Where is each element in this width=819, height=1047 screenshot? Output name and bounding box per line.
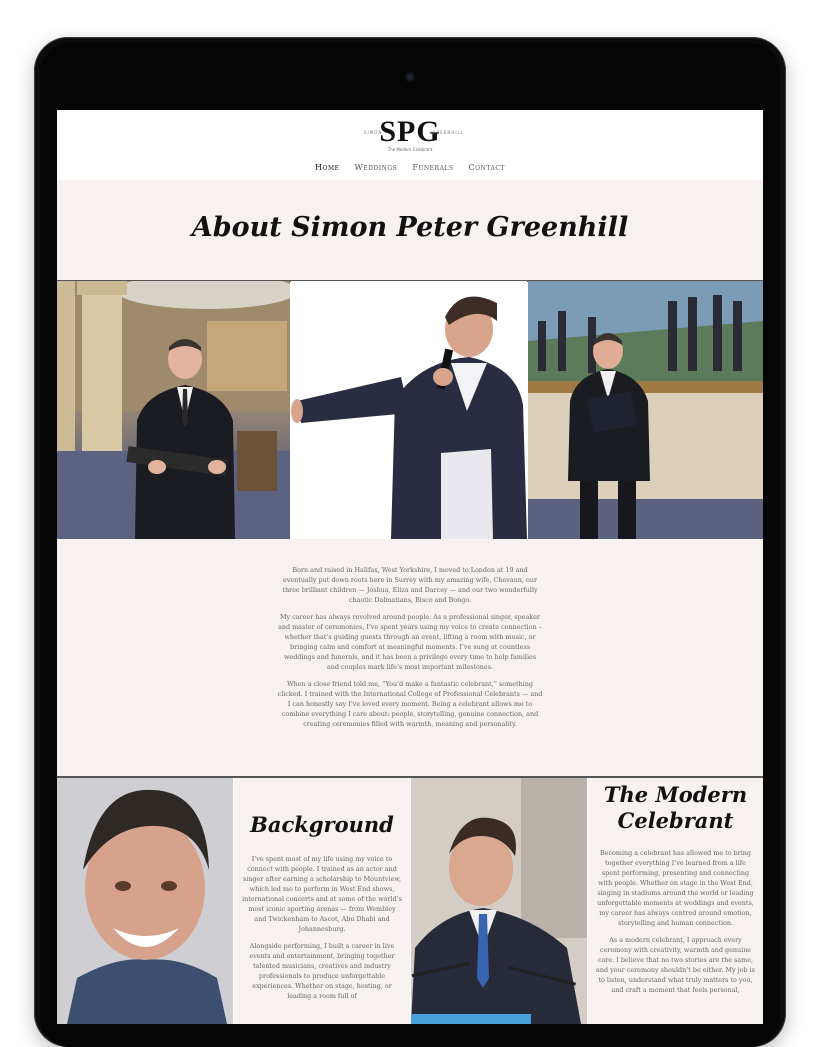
background-paragraph: I’ve spent most of my life using my voice to connect with people. I trained as an actor and singer after earning a scholarship to Mountview, which led me to perform in West End shows, international concerts and at some of the world’s most iconic sporting arenas — from Wembley and Twickenham to Ascot, Abu Dhabi and Johannesburg. — [242, 855, 402, 933]
photo-speaking-portrait — [411, 778, 587, 1024]
photo-podium-illustration — [411, 778, 587, 1024]
about-section — [57, 539, 763, 778]
photo-speaker-illustration — [291, 281, 527, 539]
website-screen — [57, 110, 763, 1024]
site-logo[interactable] — [362, 115, 464, 158]
logo-right-word: GREENHILL — [432, 130, 464, 135]
about-text — [277, 565, 543, 736]
logo-mark: SPG — [379, 115, 441, 148]
modern-paragraph: Becoming a celebrant has allowed me to bring together everything I’ve learned from a life spent performing, presenting and connecting with people. Whether on stage in the West End, singing in stadiums around the world or leading unforgettable moments at weddings and events, my career has always centred around emotion, storytelling and human connection. — [597, 849, 754, 927]
title-band — [57, 180, 763, 282]
photo-smiling-portrait — [57, 778, 233, 1024]
site-header — [57, 110, 763, 180]
photo-smiling-illustration — [57, 778, 233, 1024]
background-paragraph: Alongside performing, I built a career in live events and entertainment, bringing together talented musicians, creatives and industry professionals to produce unforgettable experiences. Whether on stage, hosting, or leading a room full of — [249, 942, 395, 1000]
nav-contact[interactable]: Contact — [468, 163, 505, 172]
photo-painting-portrait — [528, 281, 763, 539]
about-paragraph: When a close friend told me, “You’d make a fantastic celebrant,” something clicked. I trained with the International College of Professional Celebrants — and I can honestly say I’ve loved every moment. Being a celebrant allows me to combine everything I care about: people, storytelling, genuine connection, and creating ceremonies filled with warmth, meaning and personality. — [277, 680, 543, 728]
about-paragraph: My career has always revolved around people. As a professional singer, speaker and master of ceremonies, I’ve spent years using my voice to create connection – whether that’s guiding guests through an event, lifting a room with music, or bringing calm and comfort at meaningful moments. I’ve sung at countless weddings and funerals, and it has been a privilege every time to help families and couples mark life’s most important milestones. — [278, 613, 542, 671]
nav-funerals[interactable]: Funerals — [412, 163, 454, 172]
modern-title-line2: Celebrant — [617, 808, 734, 833]
background-text — [234, 854, 410, 1001]
modern-paragraph: As a modern celebrant, I approach every ceremony with creativity, warmth and genuine care. I believe that no two stories are the same, and your ceremony shouldn’t be either. My job is to listen, understand what truly matters to you, and craft a moment that feels personal, — [596, 936, 755, 994]
photo-hall-illustration — [57, 281, 290, 539]
front-camera — [405, 72, 415, 82]
modern-celebrant-card — [588, 778, 763, 1024]
photo-strip — [57, 281, 763, 539]
page-title: About Simon Peter Greenhill — [191, 212, 629, 243]
photo-hall-portrait — [57, 281, 290, 539]
nav-weddings[interactable]: Weddings — [354, 163, 398, 172]
modern-text — [588, 848, 763, 995]
main-nav — [57, 163, 763, 172]
lower-grid — [57, 778, 763, 1024]
about-paragraph: Born and raised in Halifax, West Yorkshire, I moved to London at 19 and eventually put down roots here in Surrey with my amazing wife, Chevaun, our three brilliant children — Joshua, Eliza and Darcey — and our two wonderfully chaotic Dalmatians, Bisco and Bongo. — [282, 566, 538, 604]
modern-title-line1: The Modern — [603, 782, 748, 807]
photo-microphone-portrait — [291, 281, 527, 539]
background-title: Background — [250, 812, 394, 837]
background-card — [234, 778, 410, 1024]
nav-home[interactable]: Home — [315, 163, 340, 172]
photo-gallery-illustration — [528, 281, 763, 539]
logo-left-word: SIMON — [364, 130, 383, 135]
logo-tagline: The Modern Celebrant — [387, 147, 433, 152]
